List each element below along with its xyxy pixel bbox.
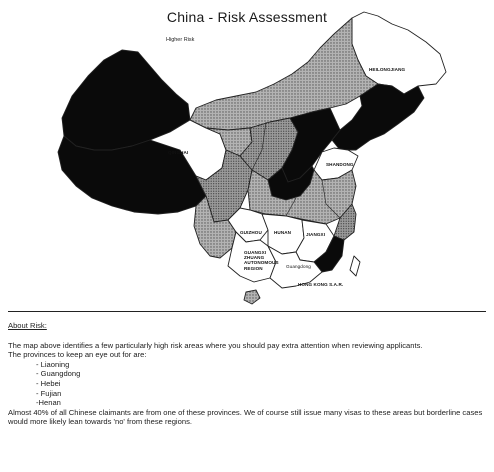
list-item: - Hebei <box>36 378 61 388</box>
label-hunan: HUNAN <box>274 230 292 235</box>
region-hainan <box>244 290 260 304</box>
region-inner-mongolia <box>190 18 378 130</box>
province-list-intro: The provinces to keep an eye out for are: <box>8 350 147 360</box>
label-jiangxi: JIANGXI <box>306 232 326 237</box>
label-guangdong: Guangdong <box>286 264 311 269</box>
label-guangxi: GUANGXI ZHUANG AUTONOMOUS REGION <box>244 250 279 271</box>
list-item: - Guangdong <box>36 369 81 379</box>
section-divider <box>8 311 486 312</box>
about-heading: About Risk: <box>8 321 47 330</box>
list-item: - Liaoning <box>36 359 70 369</box>
label-heilongjiang: HEILONGJIANG <box>369 67 406 72</box>
province-list <box>8 360 490 408</box>
list-item: -Henan <box>36 398 61 408</box>
about-intro: The map above identifies a few particularly high risk areas where you should pay extra attention when reviewing applicants. <box>8 340 423 350</box>
label-guizhou: GUIZHOU <box>240 230 262 235</box>
legend-label: Higher Risk <box>166 37 195 43</box>
closing-paragraph: Almost 40% of all Chinese claimants are from one of these provinces. We of course still issue many visas to these areas but borderline cases would more likely lean towards 'no' from these regions. <box>8 407 483 427</box>
label-shandong: SHANDONG <box>326 162 354 167</box>
about-risk-section <box>8 321 490 427</box>
label-hong-kong: HONG KONG S.A.R. <box>298 282 344 287</box>
region-taiwan <box>350 256 360 276</box>
document-title: China - Risk Assessment <box>166 9 328 25</box>
label-qinghai: QINGHAI <box>168 150 189 155</box>
list-item: - Fujian <box>36 388 62 398</box>
